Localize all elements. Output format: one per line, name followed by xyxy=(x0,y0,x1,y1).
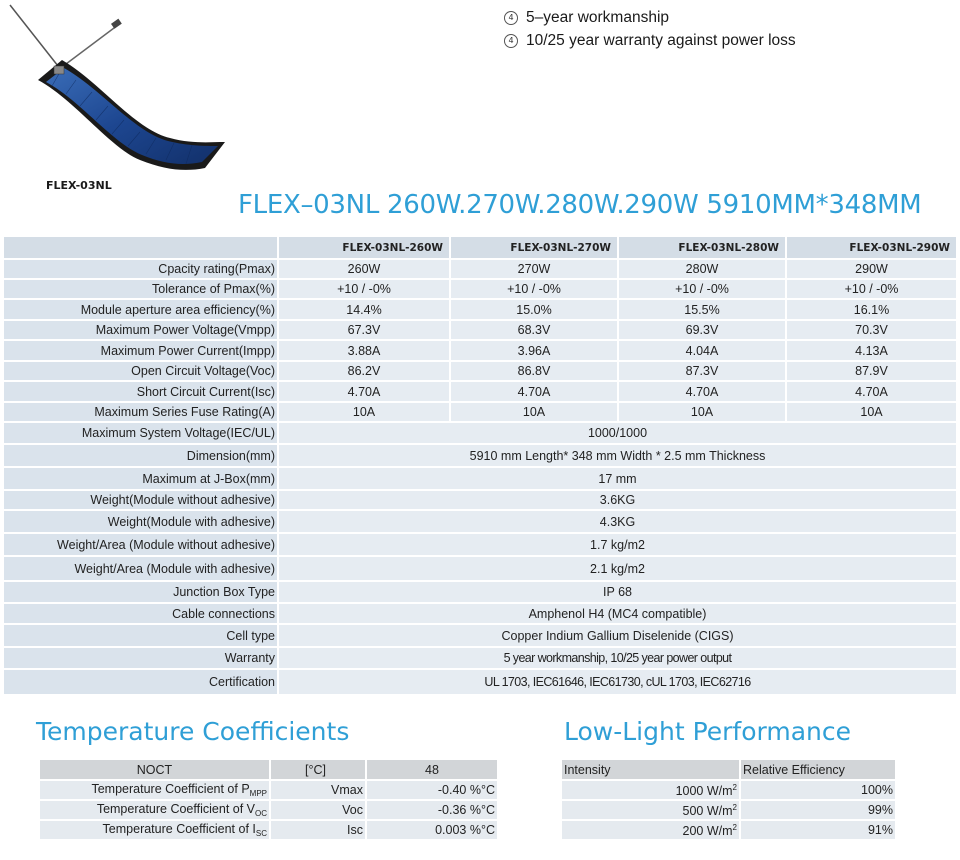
temperature-coefficients-title: Temperature Coefficients xyxy=(36,717,350,746)
cell-value: 10A xyxy=(450,402,618,422)
row-label: Warranty xyxy=(4,647,278,669)
cell-value: 260W xyxy=(278,259,450,279)
cell-value: 4.70A xyxy=(450,381,618,402)
cell-value: 67.3V xyxy=(278,320,450,340)
table-row xyxy=(4,533,957,556)
intensity-value: 1000 $W/m^2$ xyxy=(562,780,740,800)
specification-table xyxy=(4,237,958,696)
header-cell: [°C] xyxy=(270,760,366,780)
cell-value: 16.1% xyxy=(786,299,957,320)
cell-value: UL 1703, IEC61646, IEC61730, cUL 1703, IEC62716 xyxy=(278,669,957,695)
row-label: Maximum at J-Box(mm) xyxy=(4,467,278,490)
cell-value: 4.70A xyxy=(786,381,957,402)
cell-value: Copper Indium Gallium Diselenide (CIGS) xyxy=(278,624,957,647)
cell-value: 10A xyxy=(618,402,786,422)
row-label: Maximum Power Current(Impp) xyxy=(4,340,278,361)
model-header: FLEX-03NL-270W xyxy=(450,237,618,259)
row-label: Tolerance of Pmax(%) xyxy=(4,279,278,299)
low-light-performance-title: Low-Light Performance xyxy=(564,717,852,746)
product-label: FLEX-03NL xyxy=(46,179,112,192)
row-label: Module aperture area efficiency(%) xyxy=(4,299,278,320)
table-row xyxy=(4,361,957,381)
cell-value: +10 / -0% xyxy=(450,279,618,299)
cell-value: 4.13A xyxy=(786,340,957,361)
parameter: Isc xyxy=(270,820,366,840)
solar-panel-image xyxy=(0,0,240,200)
row-label: Short Circuit Current(Isc) xyxy=(4,381,278,402)
cell-value: 70.3V xyxy=(786,320,957,340)
row-label: Maximum Series Fuse Rating(A) xyxy=(4,402,278,422)
cell-value: 5 year workmanship, 10/25 year power output xyxy=(278,647,957,669)
coefficient-name: Temperature Coefficient of $I_{SC}$ xyxy=(40,820,270,840)
cell-value: 2.1 kg/m2 xyxy=(278,556,957,581)
row-label: Maximum Power Voltage(Vmpp) xyxy=(4,320,278,340)
table-header-row xyxy=(40,760,498,780)
cell-value: 69.3V xyxy=(618,320,786,340)
warranty-bullet xyxy=(504,6,796,29)
warranty-bullet xyxy=(504,29,796,52)
row-label: Weight/Area (Module with adhesive) xyxy=(4,556,278,581)
cell-value: 15.5% xyxy=(618,299,786,320)
cell-value: 1.7 kg/m2 xyxy=(278,533,957,556)
table-row xyxy=(4,581,957,603)
table-row xyxy=(4,669,957,695)
cell-value: 4.04A xyxy=(618,340,786,361)
warranty-bullet-list xyxy=(504,6,796,52)
row-label: Weight(Module with adhesive) xyxy=(4,510,278,533)
numbered-circle-4-icon: 4 xyxy=(504,34,518,48)
header-blank xyxy=(4,237,278,259)
coefficient-value: -0.40 %°C xyxy=(366,780,498,800)
cell-value: 3.6KG xyxy=(278,490,957,510)
header-cell: Relative Efficiency xyxy=(740,760,896,780)
table-row xyxy=(4,299,957,320)
cell-value: +10 / -0% xyxy=(278,279,450,299)
cell-value: +10 / -0% xyxy=(786,279,957,299)
bullet-text: 5–year workmanship xyxy=(526,8,670,26)
cell-value: IP 68 xyxy=(278,581,957,603)
cell-value: Amphenol H4 (MC4 compatible) xyxy=(278,603,957,624)
table-row xyxy=(4,381,957,402)
table-row xyxy=(4,556,957,581)
parameter: Vmax xyxy=(270,780,366,800)
cell-value: 3.88A xyxy=(278,340,450,361)
panel-cells xyxy=(46,68,218,164)
table-row xyxy=(4,647,957,669)
cell-value: 4.70A xyxy=(618,381,786,402)
cell-value: 5910 mm Length* 348 mm Width * 2.5 mm Thickness xyxy=(278,444,957,467)
table-row xyxy=(4,402,957,422)
efficiency-value: 99% xyxy=(740,800,896,820)
row-label: Weight(Module without adhesive) xyxy=(4,490,278,510)
table-row xyxy=(40,780,498,800)
coefficient-value: -0.36 %°C xyxy=(366,800,498,820)
cell-value: 15.0% xyxy=(450,299,618,320)
low-light-performance-table xyxy=(562,760,897,841)
table-row xyxy=(4,467,957,490)
temperature-coefficients-table xyxy=(40,760,499,841)
intensity-value: 200 $W/m^2$ xyxy=(562,820,740,840)
table-row xyxy=(4,490,957,510)
cell-value: 68.3V xyxy=(450,320,618,340)
model-header: FLEX-03NL-290W xyxy=(786,237,957,259)
junction-box xyxy=(54,66,64,74)
bullet-text: 10/25 year warranty against power loss xyxy=(526,31,796,49)
page-title: FLEX–03NL 260W.270W.280W.290W 5910MM*348MM xyxy=(238,190,922,220)
coefficient-name: Temperature Coefficient of $P_{MPP}$ xyxy=(40,780,270,800)
cell-value: 86.2V xyxy=(278,361,450,381)
cable-wire xyxy=(10,5,58,66)
efficiency-value: 100% xyxy=(740,780,896,800)
table-row xyxy=(4,340,957,361)
row-label: Cable connections xyxy=(4,603,278,624)
table-row xyxy=(4,259,957,279)
table-row xyxy=(562,820,896,840)
cell-value: 10A xyxy=(786,402,957,422)
table-row xyxy=(562,800,896,820)
parameter: Voc xyxy=(270,800,366,820)
coefficient-name: Temperature Coefficient of $V_{OC}$ xyxy=(40,800,270,820)
cell-value: 3.96A xyxy=(450,340,618,361)
table-row xyxy=(4,279,957,299)
table-row xyxy=(40,820,498,840)
cell-value: 4.70A xyxy=(278,381,450,402)
row-label: Cpacity rating(Pmax) xyxy=(4,259,278,279)
table-row xyxy=(4,603,957,624)
header-cell: 48 xyxy=(366,760,498,780)
cable-connector xyxy=(111,19,122,29)
model-header: FLEX-03NL-260W xyxy=(278,237,450,259)
row-label: Junction Box Type xyxy=(4,581,278,603)
table-row xyxy=(40,800,498,820)
table-header-row xyxy=(4,237,957,259)
table-row xyxy=(4,320,957,340)
row-label: Open Circuit Voltage(Voc) xyxy=(4,361,278,381)
cell-value: 10A xyxy=(278,402,450,422)
header-cell: Intensity xyxy=(562,760,740,780)
row-label: Dimension(mm) xyxy=(4,444,278,467)
table-row xyxy=(4,444,957,467)
numbered-circle-4-icon: 4 xyxy=(504,11,518,25)
table-row xyxy=(4,422,957,444)
row-label: Weight/Area (Module without adhesive) xyxy=(4,533,278,556)
cell-value: 270W xyxy=(450,259,618,279)
cell-value: 87.9V xyxy=(786,361,957,381)
cable-wire xyxy=(66,25,118,64)
cell-value: 4.3KG xyxy=(278,510,957,533)
model-header: FLEX-03NL-280W xyxy=(618,237,786,259)
row-label: Cell type xyxy=(4,624,278,647)
cell-value: 87.3V xyxy=(618,361,786,381)
cell-value: 280W xyxy=(618,259,786,279)
cell-value: 17 mm xyxy=(278,467,957,490)
table-row xyxy=(4,510,957,533)
table-row xyxy=(4,624,957,647)
row-label: Maximum System Voltage(IEC/UL) xyxy=(4,422,278,444)
table-row xyxy=(562,780,896,800)
header-cell: NOCT xyxy=(40,760,270,780)
intensity-value: 500 $W/m^2$ xyxy=(562,800,740,820)
cell-value: 290W xyxy=(786,259,957,279)
cell-value: +10 / -0% xyxy=(618,279,786,299)
cell-value: 1000/1000 xyxy=(278,422,957,444)
row-label: Certification xyxy=(4,669,278,695)
table-header-row xyxy=(562,760,896,780)
efficiency-value: 91% xyxy=(740,820,896,840)
coefficient-value: 0.003 %°C xyxy=(366,820,498,840)
cell-value: 14.4% xyxy=(278,299,450,320)
cell-value: 86.8V xyxy=(450,361,618,381)
